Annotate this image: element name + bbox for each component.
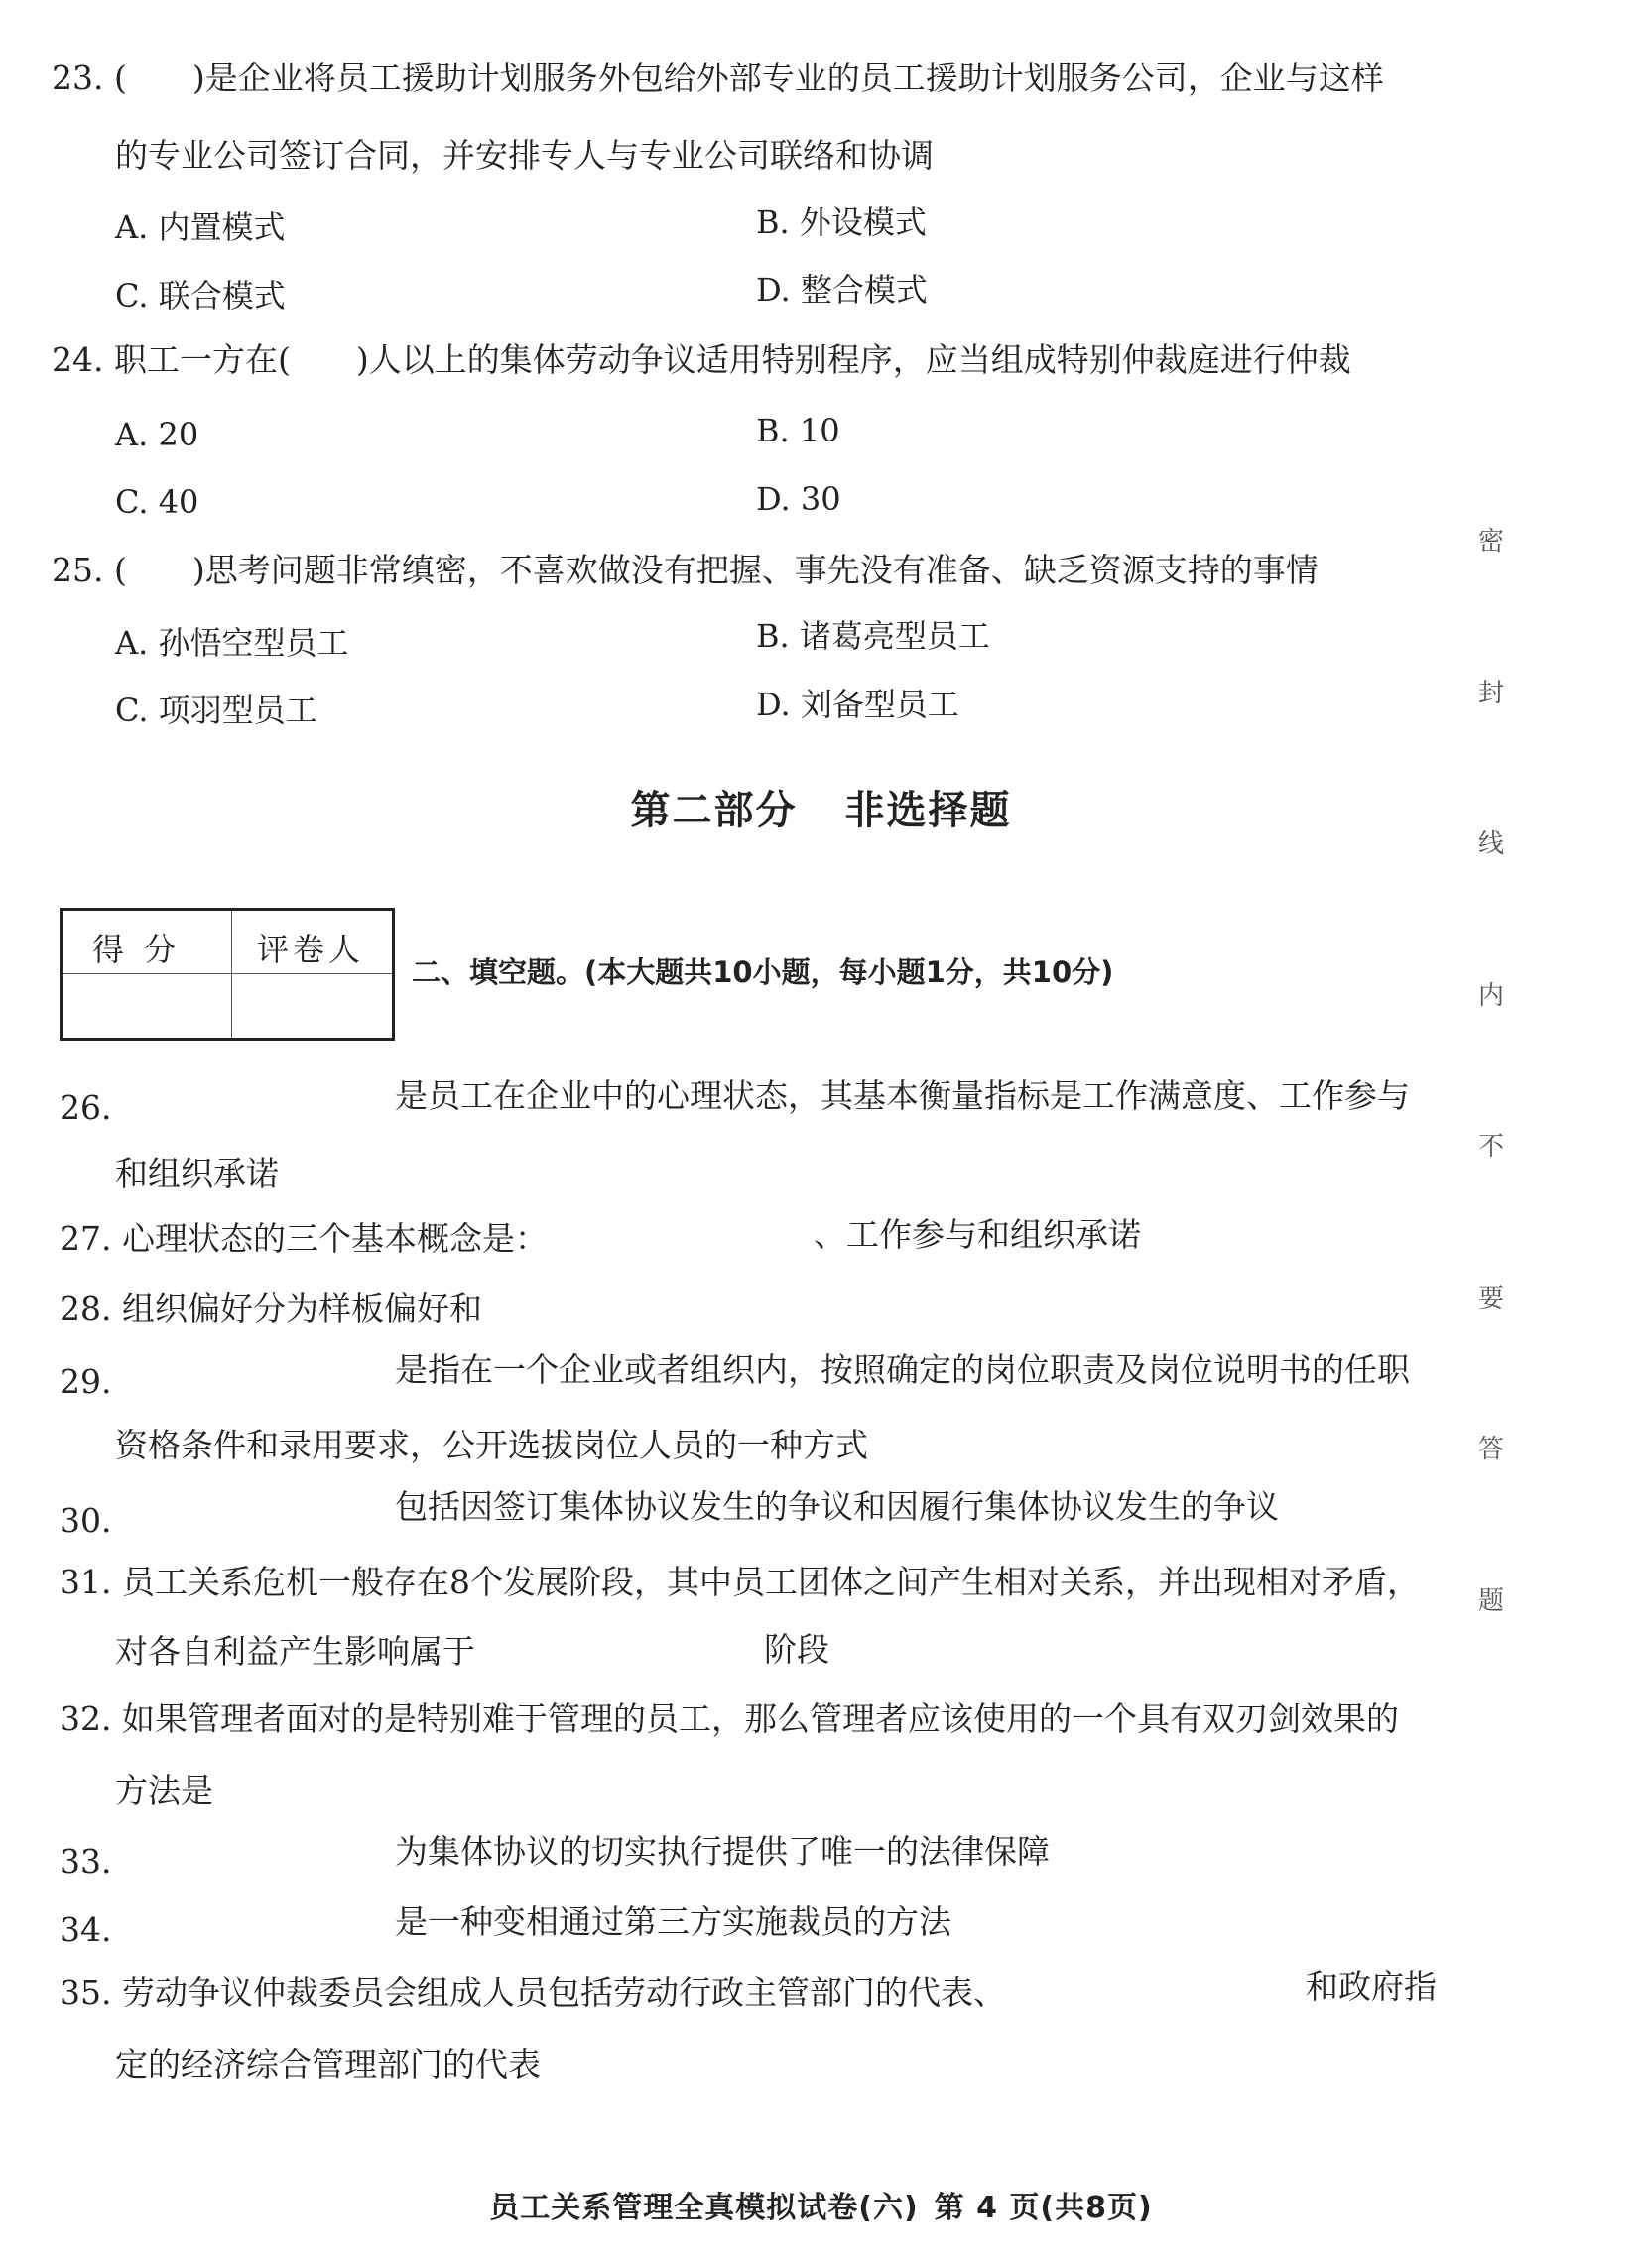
q35-line1: 35. 劳动争议仲裁委员会组成人员包括劳动行政主管部门的代表、 (60, 1973, 1006, 2012)
margin-char-4: 内 (1478, 981, 1505, 1011)
margin-char-8: 题 (1478, 1586, 1505, 1616)
q23-line1: 23. ( )是企业将员工援助计划服务外包给外部专业的员工援助计划服务公司，企业与这样 (52, 59, 1384, 97)
q29-text: 是指在一个企业或者组织内，按照确定的岗位职责及岗位说明书的任职 (395, 1350, 1410, 1389)
q31-line1: 31. 员工关系危机一般存在8个发展阶段，其中员工团体之间产生相对关系，并出现相对矛盾， (60, 1563, 1420, 1601)
q35-tail: 和政府指 (1306, 1967, 1437, 2006)
q25-option-b: B. 诸葛亮型员工 (756, 617, 990, 655)
score-label: 得分 (92, 931, 196, 968)
score-box-divider (63, 973, 392, 974)
q26-text: 是员工在企业中的心理状态，其基本衡量指标是工作满意度、工作参与 (395, 1076, 1410, 1115)
footer-title: 员工关系管理全真模拟试卷(六) (489, 2191, 919, 2225)
q29-line2: 资格条件和录用要求，公开选拔岗位人员的一种方式 (115, 1426, 868, 1464)
q28-text: 28. 组织偏好分为样板偏好和 (60, 1289, 482, 1327)
q24-option-d: D. 30 (756, 480, 841, 518)
margin-char-3: 线 (1478, 829, 1505, 859)
q32-line2: 方法是 (115, 1771, 213, 1810)
q26-number: 26. (60, 1088, 112, 1127)
score-box (60, 908, 395, 1041)
q31-line2: 对各自利益产生影响属于 (115, 1632, 475, 1671)
q33-number: 33. (60, 1842, 112, 1881)
q29-number: 29. (60, 1362, 112, 1401)
q26-line2: 和组织承诺 (115, 1154, 279, 1193)
q33-text: 为集体协议的切实执行提供了唯一的法律保障 (395, 1832, 1050, 1871)
margin-char-2: 封 (1478, 679, 1505, 708)
q25-line1: 25. ( )思考问题非常缜密，不喜欢做没有把握、事先没有准备、缺乏资源支持的事情 (52, 551, 1319, 589)
q27-tail: 、工作参与和组织承诺 (814, 1215, 1141, 1254)
part-two-label: 第二部分 (630, 788, 798, 833)
page-footer (0, 2183, 1642, 2226)
q24-option-b: B. 10 (756, 412, 840, 449)
footer-page-number: 第 4 页(共8页) (934, 2191, 1153, 2225)
grader-label: 评卷人 (257, 931, 365, 968)
q24-option-a: A. 20 (115, 416, 199, 453)
q35-line2: 定的经济综合管理部门的代表 (115, 2045, 541, 2083)
section-two-heading: 二、填空题。(本大题共10小题，每小题1分，共10分) (412, 955, 1114, 989)
margin-char-5: 不 (1478, 1132, 1505, 1162)
q25-option-c: C. 项羽型员工 (115, 692, 317, 729)
part-two-title (0, 779, 1642, 835)
margin-char-7: 答 (1478, 1435, 1505, 1464)
q23-option-a: A. 内置模式 (115, 208, 286, 246)
margin-char-6: 要 (1478, 1284, 1505, 1314)
score-box-column-divider (231, 911, 232, 1038)
q30-text: 包括因签订集体协议发生的争议和因履行集体协议发生的争议 (395, 1487, 1279, 1526)
q34-text: 是一种变相通过第三方实施裁员的方法 (395, 1902, 951, 1941)
q23-line2: 的专业公司签订合同，并安排专人与专业公司联络和协调 (115, 136, 934, 175)
q23-option-b: B. 外设模式 (756, 203, 927, 241)
q25-option-a: A. 孙悟空型员工 (115, 624, 349, 662)
q34-number: 34. (60, 1910, 112, 1949)
q25-option-d: D. 刘备型员工 (756, 686, 959, 723)
q27-text: 27. 心理状态的三个基本概念是： (60, 1219, 548, 1258)
q30-number: 30. (60, 1501, 112, 1540)
q31-tail: 阶段 (764, 1630, 829, 1669)
q23-option-c: C. 联合模式 (115, 277, 286, 315)
q23-option-d: D. 整合模式 (756, 271, 928, 309)
q32-line1: 32. 如果管理者面对的是特别难于管理的员工，那么管理者应该使用的一个具有双刃剑效果的 (60, 1700, 1399, 1738)
q24-line1: 24. 职工一方在( )人以上的集体劳动争议适用特别程序，应当组成特别仲裁庭进行仲裁 (52, 340, 1351, 379)
margin-char-1: 密 (1478, 527, 1505, 557)
q24-option-c: C. 40 (115, 483, 199, 521)
part-two-subtitle: 非选择题 (844, 788, 1012, 833)
